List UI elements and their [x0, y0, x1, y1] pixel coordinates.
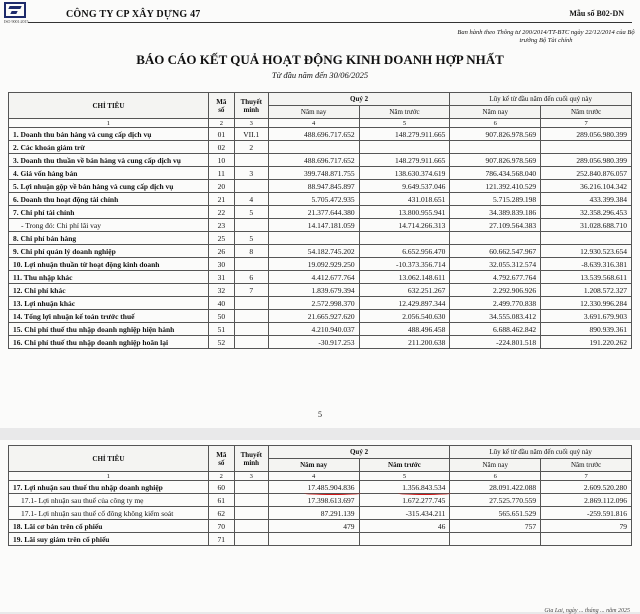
table-row	[9, 219, 632, 232]
table-row	[9, 180, 632, 193]
row-ytd-last-year	[541, 232, 632, 245]
row-quarter-last-year	[359, 533, 450, 546]
row-ytd-last-year: 890.939.361	[541, 323, 632, 336]
col-index: 7	[541, 119, 632, 128]
row-note: 4	[234, 193, 268, 206]
row-ytd-last-year: 252.840.876.057	[541, 167, 632, 180]
row-label: - Trong đó: Chi phí lãi vay	[9, 219, 209, 232]
col-ytd-last-year: Năm trước	[541, 459, 632, 472]
row-ytd-this-year: 28.091.422.088	[450, 481, 541, 494]
page-number: 5	[318, 410, 322, 419]
col-quarter-last-year: Năm trước	[359, 459, 450, 472]
row-note	[234, 336, 268, 349]
row-code: 52	[208, 336, 234, 349]
row-ytd-this-year: 2.499.770.838	[450, 297, 541, 310]
row-note	[234, 494, 268, 507]
table-row	[9, 310, 632, 323]
company-logo-icon	[4, 2, 26, 18]
row-ytd-last-year: 289.056.980.399	[541, 128, 632, 141]
row-quarter-last-year: 632.251.267	[359, 284, 450, 297]
row-quarter-last-year: -315.434.211	[359, 507, 450, 520]
col-quarter-header: Quý 2	[268, 93, 450, 106]
row-ytd-last-year: 3.691.679.903	[541, 310, 632, 323]
row-quarter-this-year: 14.147.181.059	[268, 219, 359, 232]
report-page-2	[0, 440, 640, 612]
row-quarter-last-year: 14.714.266.313	[359, 219, 450, 232]
col-index: 5	[359, 472, 450, 481]
row-note	[234, 481, 268, 494]
table-row	[9, 141, 632, 154]
row-label: 5. Lợi nhuận gộp về bán hàng và cung cấp dịch vụ	[9, 180, 209, 193]
row-ytd-this-year: 907.826.978.569	[450, 128, 541, 141]
row-quarter-last-year: 46	[359, 520, 450, 533]
row-note: 7	[234, 284, 268, 297]
col-note-header: Thuyết minh	[234, 446, 268, 472]
handwritten-underline: 1.356.843.534	[402, 482, 446, 492]
row-ytd-this-year: 27.109.564.383	[450, 219, 541, 232]
col-item-header: CHỈ TIÊU	[9, 446, 209, 472]
row-note: 8	[234, 245, 268, 258]
row-note	[234, 533, 268, 546]
row-note: 3	[234, 167, 268, 180]
row-note	[234, 180, 268, 193]
col-index: 6	[450, 119, 541, 128]
legal-basis: Ban hành theo Thông tư 200/2014/TT-BTC ngày 22/12/2014 của Bộ trưởng Bộ Tài chính	[457, 29, 635, 44]
table-row	[9, 494, 632, 507]
row-code: 30	[208, 258, 234, 271]
row-code: 71	[208, 533, 234, 546]
row-label: 18. Lãi cơ bản trên cổ phiếu	[9, 520, 209, 533]
row-ytd-last-year: 2.609.520.280	[541, 481, 632, 494]
row-quarter-this-year: 88.947.845.897	[268, 180, 359, 193]
row-ytd-last-year: 2.869.112.096	[541, 494, 632, 507]
row-code: 70	[208, 520, 234, 533]
row-label: 8. Chi phí bán hàng	[9, 232, 209, 245]
row-quarter-last-year	[359, 232, 450, 245]
row-note: 2	[234, 141, 268, 154]
row-code: 51	[208, 323, 234, 336]
row-quarter-this-year: 479	[268, 520, 359, 533]
table-row	[9, 271, 632, 284]
col-quarter-this-year: Năm nay	[268, 459, 359, 472]
row-note: 5	[234, 232, 268, 245]
row-label: 13. Lợi nhuận khác	[9, 297, 209, 310]
row-ytd-last-year	[541, 141, 632, 154]
row-quarter-last-year: 13.800.955.941	[359, 206, 450, 219]
col-index: 7	[541, 472, 632, 481]
table-row	[9, 245, 632, 258]
row-quarter-last-year: 9.649.537.046	[359, 180, 450, 193]
table-row	[9, 167, 632, 180]
col-code-header: Mã số	[208, 446, 234, 472]
report-period: Từ đầu năm đến 30/06/2025	[271, 70, 369, 80]
row-label: 2. Các khoản giảm trừ	[9, 141, 209, 154]
row-label: 17. Lợi nhuận sau thuế thu nhập doanh nghiệp	[9, 481, 209, 494]
col-ytd-last-year: Năm trước	[541, 106, 632, 119]
row-ytd-last-year: 12.930.523.654	[541, 245, 632, 258]
row-quarter-this-year: 87.291.139	[268, 507, 359, 520]
col-index: 3	[234, 472, 268, 481]
income-statement-table	[8, 92, 632, 349]
table-row	[9, 481, 632, 494]
row-quarter-last-year: 138.630.374.619	[359, 167, 450, 180]
row-label: 1. Doanh thu bán hàng và cung cấp dịch vụ	[9, 128, 209, 141]
row-quarter-this-year: -30.917.253	[268, 336, 359, 349]
page1-rows	[9, 128, 632, 349]
row-ytd-last-year: -8.639.316.381	[541, 258, 632, 271]
table-row	[9, 128, 632, 141]
col-note-header: Thuyết minh	[234, 93, 268, 119]
row-label: 11. Thu nhập khác	[9, 271, 209, 284]
report-title: BÁO CÁO KẾT QUẢ HOẠT ĐỘNG KINH DOANH HỢP NHẤT	[136, 52, 504, 67]
row-ytd-this-year: 34.389.839.186	[450, 206, 541, 219]
row-quarter-last-year: 488.496.458	[359, 323, 450, 336]
row-ytd-this-year: 786.434.568.040	[450, 167, 541, 180]
row-ytd-this-year: 5.715.289.198	[450, 193, 541, 206]
row-quarter-this-year: 21.665.927.620	[268, 310, 359, 323]
row-quarter-this-year: 1.839.679.394	[268, 284, 359, 297]
row-code: 21	[208, 193, 234, 206]
row-note: VII.1	[234, 128, 268, 141]
logo-caption: ISO 9001:2015	[4, 19, 29, 24]
table-row	[9, 154, 632, 167]
row-ytd-this-year: 4.792.677.764	[450, 271, 541, 284]
row-quarter-last-year: 12.429.897.344	[359, 297, 450, 310]
row-quarter-last-year: 431.018.651	[359, 193, 450, 206]
row-quarter-this-year: 4.412.677.764	[268, 271, 359, 284]
row-code: 40	[208, 297, 234, 310]
row-quarter-this-year	[268, 481, 359, 494]
row-ytd-this-year: 907.826.978.569	[450, 154, 541, 167]
company-name: CÔNG TY CP XÂY DỰNG 47	[66, 9, 201, 20]
header-rule	[28, 22, 632, 23]
row-note	[234, 507, 268, 520]
table-row	[9, 193, 632, 206]
row-note: 6	[234, 271, 268, 284]
row-ytd-this-year	[450, 141, 541, 154]
row-label: 17.1- Lợi nhuận sau thuế của công ty mẹ	[9, 494, 209, 507]
row-ytd-this-year: 121.392.410.529	[450, 180, 541, 193]
row-quarter-this-year	[268, 141, 359, 154]
row-ytd-last-year: 12.330.996.284	[541, 297, 632, 310]
table-row	[9, 284, 632, 297]
row-quarter-last-year	[359, 481, 450, 494]
row-label: 16. Chi phí thuế thu nhập doanh nghiệp hoãn lại	[9, 336, 209, 349]
table-row	[9, 520, 632, 533]
row-note	[234, 219, 268, 232]
row-code: 02	[208, 141, 234, 154]
row-code: 10	[208, 154, 234, 167]
row-ytd-last-year: 32.358.296.453	[541, 206, 632, 219]
row-code: 22	[208, 206, 234, 219]
row-label: 9. Chi phí quản lý doanh nghiệp	[9, 245, 209, 258]
row-label: 17.1- Lợi nhuận sau thuế cổ đông không kiểm soát	[9, 507, 209, 520]
col-ytd-this-year: Năm nay	[450, 459, 541, 472]
row-code: 31	[208, 271, 234, 284]
col-code-header: Mã số	[208, 93, 234, 119]
page2-rows	[9, 481, 632, 546]
row-code: 25	[208, 232, 234, 245]
table-row	[9, 258, 632, 271]
row-label: 14. Tổng lợi nhuận kế toán trước thuế	[9, 310, 209, 323]
table-row	[9, 507, 632, 520]
row-quarter-this-year: 488.696.717.652	[268, 128, 359, 141]
row-ytd-last-year: 31.028.688.710	[541, 219, 632, 232]
col-index: 4	[268, 472, 359, 481]
row-ytd-this-year: 6.688.462.842	[450, 323, 541, 336]
col-index: 2	[208, 472, 234, 481]
row-quarter-last-year: 13.062.148.611	[359, 271, 450, 284]
row-label: 12. Chi phí khác	[9, 284, 209, 297]
table-row	[9, 533, 632, 546]
row-ytd-last-year	[541, 533, 632, 546]
row-code: 23	[208, 219, 234, 232]
col-index: 1	[9, 119, 209, 128]
table-row	[9, 232, 632, 245]
row-code: 20	[208, 180, 234, 193]
col-quarter-header: Quý 2	[268, 446, 450, 459]
table-row	[9, 323, 632, 336]
row-note	[234, 520, 268, 533]
row-quarter-this-year: 21.377.644.380	[268, 206, 359, 219]
row-label: 6. Doanh thu hoạt động tài chính	[9, 193, 209, 206]
row-ytd-last-year: 191.220.262	[541, 336, 632, 349]
row-ytd-this-year: 565.651.529	[450, 507, 541, 520]
row-ytd-this-year: 34.555.083.412	[450, 310, 541, 323]
row-ytd-last-year: 433.399.384	[541, 193, 632, 206]
row-note: 5	[234, 206, 268, 219]
row-quarter-this-year: 19.092.929.250	[268, 258, 359, 271]
col-index: 3	[234, 119, 268, 128]
row-quarter-this-year: 488.696.717.652	[268, 154, 359, 167]
table-row	[9, 336, 632, 349]
row-quarter-this-year: 2.572.998.370	[268, 297, 359, 310]
col-item-header: CHỈ TIÊU	[9, 93, 209, 119]
column-index-row	[9, 119, 632, 128]
col-index: 5	[359, 119, 450, 128]
row-ytd-this-year: -224.801.518	[450, 336, 541, 349]
row-note	[234, 297, 268, 310]
row-ytd-this-year: 757	[450, 520, 541, 533]
row-ytd-this-year	[450, 232, 541, 245]
col-quarter-this-year: Năm nay	[268, 106, 359, 119]
column-index-row	[9, 472, 632, 481]
row-code: 11	[208, 167, 234, 180]
form-number: Mẫu số B02-DN	[569, 9, 624, 18]
row-ytd-this-year: 60.662.547.967	[450, 245, 541, 258]
table-row	[9, 297, 632, 310]
row-quarter-this-year	[268, 533, 359, 546]
row-code: 61	[208, 494, 234, 507]
row-quarter-this-year: 17.398.613.697	[268, 494, 359, 507]
col-ytd-this-year: Năm nay	[450, 106, 541, 119]
row-quarter-last-year: 1.672.277.745	[359, 494, 450, 507]
row-quarter-this-year: 399.748.871.755	[268, 167, 359, 180]
row-quarter-last-year: 2.056.540.630	[359, 310, 450, 323]
row-ytd-this-year: 32.055.312.574	[450, 258, 541, 271]
row-quarter-this-year: 54.182.745.202	[268, 245, 359, 258]
row-label: 15. Chi phí thuế thu nhập doanh nghiệp hiện hành	[9, 323, 209, 336]
row-ytd-this-year: 27.525.770.559	[450, 494, 541, 507]
income-statement-table-continued	[8, 445, 632, 546]
row-code: 50	[208, 310, 234, 323]
row-quarter-this-year: 5.705.472.935	[268, 193, 359, 206]
row-code: 62	[208, 507, 234, 520]
row-label: 3. Doanh thu thuần về bán hàng và cung cấp dịch vụ	[9, 154, 209, 167]
row-label: 4. Giá vốn hàng bán	[9, 167, 209, 180]
col-quarter-last-year: Năm trước	[359, 106, 450, 119]
row-ytd-last-year: 289.056.980.399	[541, 154, 632, 167]
row-ytd-last-year: 1.208.572.327	[541, 284, 632, 297]
row-quarter-last-year: 211.200.638	[359, 336, 450, 349]
row-note	[234, 258, 268, 271]
row-note	[234, 154, 268, 167]
row-quarter-last-year: 148.279.911.665	[359, 154, 450, 167]
row-note	[234, 323, 268, 336]
col-ytd-header: Lũy kế từ đầu năm đến cuối quý này	[450, 446, 632, 459]
row-label: 7. Chi phí tài chính	[9, 206, 209, 219]
row-ytd-last-year: 36.216.104.342	[541, 180, 632, 193]
row-label: 19. Lãi suy giảm trên cổ phiếu	[9, 533, 209, 546]
row-ytd-last-year: -259.591.816	[541, 507, 632, 520]
row-quarter-last-year: 6.652.956.470	[359, 245, 450, 258]
signature-date-partial: Gia Lai, ngày ... tháng ... năm 2025	[544, 608, 630, 614]
row-ytd-last-year: 13.539.568.611	[541, 271, 632, 284]
col-index: 1	[9, 472, 209, 481]
row-quarter-last-year: 148.279.911.665	[359, 128, 450, 141]
col-index: 4	[268, 119, 359, 128]
row-note	[234, 310, 268, 323]
row-quarter-last-year	[359, 141, 450, 154]
col-ytd-header: Lũy kế từ đầu năm đến cuối quý này	[450, 93, 632, 106]
table-row	[9, 206, 632, 219]
col-index: 6	[450, 472, 541, 481]
col-index: 2	[208, 119, 234, 128]
row-ytd-this-year: 2.292.906.926	[450, 284, 541, 297]
row-quarter-last-year: -10.373.356.714	[359, 258, 450, 271]
row-code: 60	[208, 481, 234, 494]
handwritten-underline: 17.485.904.836	[307, 482, 355, 492]
row-quarter-this-year	[268, 232, 359, 245]
row-label: 10. Lợi nhuận thuần từ hoạt động kinh doanh	[9, 258, 209, 271]
row-ytd-last-year: 79	[541, 520, 632, 533]
row-quarter-this-year: 4.210.940.037	[268, 323, 359, 336]
row-code: 32	[208, 284, 234, 297]
row-ytd-this-year	[450, 533, 541, 546]
row-code: 26	[208, 245, 234, 258]
row-code: 01	[208, 128, 234, 141]
